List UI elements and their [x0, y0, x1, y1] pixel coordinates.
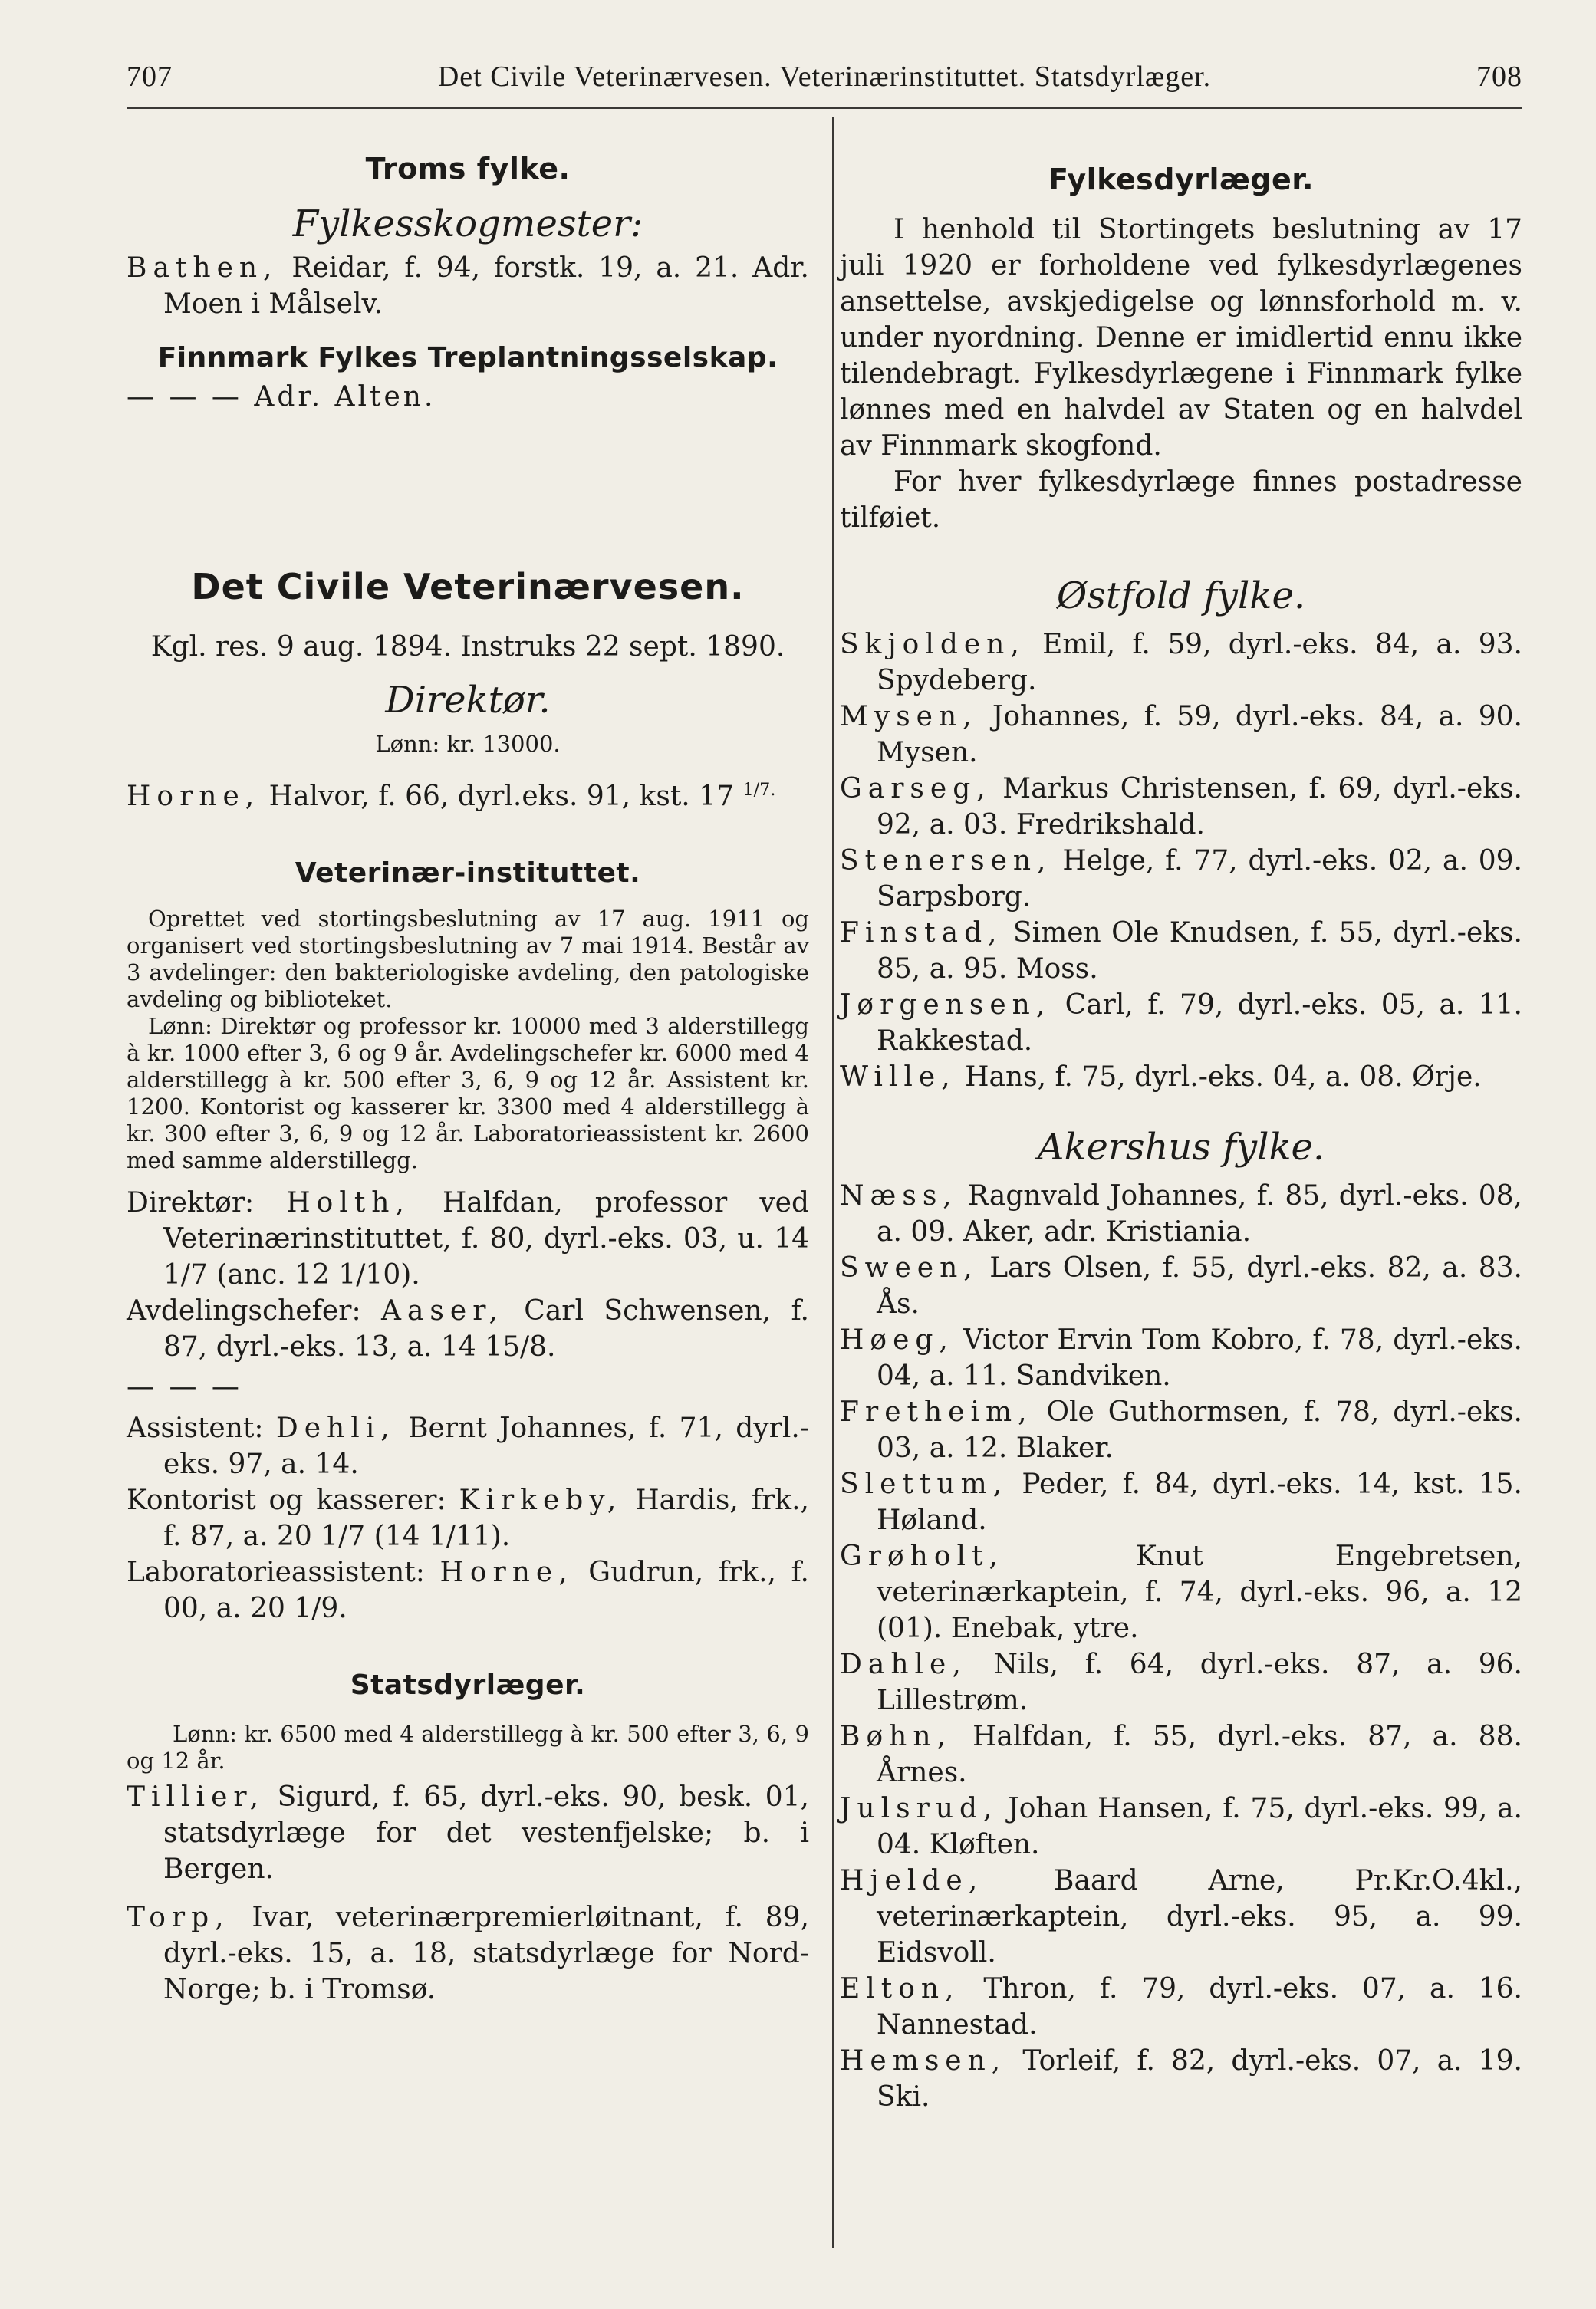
entry-text: Halvor, f. 66, dyrl.eks. 91, kst. 17 [268, 781, 734, 812]
entry-surname: Bathen, [127, 252, 278, 284]
entry-text: Lars Olsen, f. 55, dyrl.-eks. 82, a. 83. Ås. [877, 1252, 1522, 1320]
dash-separator: — — — [127, 1371, 242, 1403]
vet-entry [840, 1646, 1522, 1719]
bathen-entry [127, 250, 809, 322]
akershus-list [840, 1178, 1522, 2115]
kgl-line: Kgl. res. 9 aug. 1894. Instruks 22 sept. 1890. [150, 631, 785, 663]
entry-surname: Grøholt, [840, 1541, 1004, 1572]
entry-surname: Jørgensen, [840, 989, 1051, 1021]
entry-text: Carl, f. 79, dyrl.-eks. 05, a. 11. Rakkestad. [877, 989, 1522, 1057]
entry-label: Direktør: [127, 1187, 255, 1219]
vet-entry [840, 1394, 1522, 1466]
page-number-right: 708 [1476, 61, 1522, 93]
entry-surname: Garseg, [840, 773, 992, 804]
kirkeby-entry [127, 1482, 809, 1554]
vet-entry [840, 987, 1522, 1059]
entry-label: Assistent: [127, 1413, 264, 1444]
entry-text: Sigurd, f. 65, dyrl.-eks. 90, besk. 01, statsdyrlæge for det vestenfjelske; b. i Bergen. [163, 1781, 809, 1885]
entry-text: Halfdan, professor ved Veterinærinstituttet, f. 80, dyrl.-eks. 03, u. 14 1/7 (anc. 12 1/10). [163, 1187, 810, 1291]
horne-entry [127, 772, 809, 814]
entry-surname: Horne, [439, 1557, 574, 1588]
column-divider [832, 117, 834, 2248]
entry-surname: Dehli, [275, 1413, 396, 1444]
vet-entry [840, 771, 1522, 843]
dehli-entry [127, 1410, 809, 1482]
vet-entry [840, 1719, 1522, 1791]
entry-text: Carl Schwensen, f. 87, dyrl.-eks. 13, a. 14 15/8. [163, 1295, 809, 1363]
entry-surname: Skjolden, [840, 629, 1025, 660]
entry-surname: Julsrud, [840, 1793, 999, 1824]
entry-text: Emil, f. 59, dyrl.-eks. 84, a. 93. Spydeberg. [877, 629, 1522, 696]
fylkes-text: I henhold til Stortingets beslutning av 17 juli 1920 er forholdene ved fylkesdyrlægenes ansettelse, avskjedigelse og lønnsforhold m. v. under nyordning. Denne er imidlertid ennu ikke tilendebragt. Fylkesdyrlægene i Finnmark fylke lønnes med en halvdel av Staten og en halvdel av Finnmark skogfond. [840, 214, 1522, 462]
vet-entry [840, 1791, 1522, 1863]
entry-text: Torleif, f. 82, dyrl.-eks. 07, a. 19. Ski. [877, 2045, 1522, 2113]
entry-surname: Sween, [840, 1252, 979, 1284]
fylkes-heading: Fylkesdyrlæger. [1048, 163, 1315, 196]
entry-fraction: 1/7. [742, 780, 776, 800]
vet-entry [840, 627, 1522, 699]
tillier-entry [127, 1779, 809, 1887]
vet-entry [840, 1250, 1522, 1322]
troms-heading: Troms fylke. [365, 152, 571, 186]
running-header [127, 60, 1522, 94]
entry-text: Bernt Johannes, f. 71, dyrl.-eks. 97, a. 14. [163, 1413, 809, 1480]
entry-surname: Fretheim, [840, 1396, 1033, 1428]
entry-text: Ivar, veterinærpremierløitnant, f. 89, dyrl.-eks. 15, a. 18, statsdyrlæge for Nord-Norge; b. i Tromsø. [163, 1902, 809, 2005]
vet-entry [840, 1971, 1522, 2043]
entry-text: Johannes, f. 59, dyrl.-eks. 84, a. 90. Mysen. [877, 701, 1522, 768]
direktor-heading: Direktør. [385, 679, 551, 722]
vet-entry [840, 699, 1522, 771]
ostfold-list [840, 627, 1522, 1095]
entry-surname: Aaser, [380, 1295, 504, 1327]
entry-surname: Elton, [840, 1973, 960, 2005]
institut-lonn: Lønn: Direktør og professor kr. 10000 med 3 alderstillegg à kr. 1000 efter 3, 6 og 9 år. Avdelingschefer kr. 6000 med 4 alderstillegg à kr. 500 efter 3, 6, 9 og 12 år. Assistent kr. 1200. Kontorist og kasserer kr. 3300 med 4 alderstillegg à kr. 300 efter 3, 6, 9 og 12 år. Laboratorieassistent kr. 2600 med samme alderstillegg. [127, 1013, 809, 1173]
institut-text: Oprettet ved stortingsbeslutning av 17 aug. 1911 og organisert ved stortingsbeslutning av 7 mai 1914. Består av 3 avdelinger: den bakteriologiske avdeling, den patologiske avdeling og biblioteket. [127, 906, 809, 1012]
aaser-entry [127, 1293, 809, 1365]
entry-text: Peder, f. 84, dyrl.-eks. 14, kst. 15. Høland. [877, 1469, 1522, 1536]
direktor-salary: Lønn: kr. 13000. [375, 731, 561, 757]
entry-surname: Finstad, [840, 917, 1003, 949]
entry-text: Victor Ervin Tom Kobro, f. 78, dyrl.-eks. 04, a. 11. Sandviken. [877, 1324, 1522, 1392]
vet-entry [840, 1059, 1522, 1095]
stats-heading: Statsdyrlæger. [350, 1669, 586, 1701]
entry-surname: Hemsen, [840, 2045, 1007, 2077]
entry-text: Ole Guthormsen, f. 78, dyrl.-eks. 03, a. 12. Blaker. [877, 1396, 1522, 1464]
entry-label: Avdelingschefer: [127, 1295, 361, 1327]
entry-surname: Hjelde, [840, 1865, 984, 1896]
entry-text: Hans, f. 75, dyrl.-eks. 04, a. 08. Ørje. [956, 1061, 1482, 1093]
fylkes-text2: For hver fylkesdyrlæge finnes postadresse tilføiet. [840, 466, 1522, 534]
vet-entry [840, 915, 1522, 987]
entry-surname: Tillier, [127, 1781, 265, 1813]
holth-entry [127, 1185, 809, 1293]
entry-text: Helge, f. 77, dyrl.-eks. 02, a. 09. Sarpsborg. [877, 845, 1522, 913]
entry-text: Gudrun, frk., f. 00, a. 20 1/9. [163, 1557, 809, 1624]
running-title: Det Civile Veterinærvesen. Veterinærinstituttet. Statsdyrlæger. [437, 61, 1212, 93]
entry-text: Hardis, frk., f. 87, a. 20 1/7 (14 1/11). [163, 1485, 809, 1552]
institut-heading: Veterinær-instituttet. [295, 857, 641, 889]
right-column [840, 146, 1522, 2115]
entry-surname: Høeg, [840, 1324, 954, 1356]
entry-text: Thron, f. 79, dyrl.-eks. 07, a. 16. Nannestad. [877, 1973, 1522, 2041]
entry-surname: Dahle, [840, 1649, 967, 1680]
vet-entry [840, 843, 1522, 915]
skogmester-heading: Fylkesskogmester: [292, 202, 643, 245]
torp-entry [127, 1899, 809, 2008]
entry-surname: Næss, [840, 1180, 958, 1212]
vet-entry [840, 1178, 1522, 1250]
entry-surname: Kirkeby, [459, 1485, 623, 1516]
left-column [127, 146, 809, 2008]
entry-label: Laboratorieassistent: [127, 1557, 425, 1588]
civile-heading: Det Civile Veterinærvesen. [191, 566, 745, 607]
stats-lonn: Lønn: kr. 6500 med 4 alderstillegg à kr. 500 efter 3, 6, 9 og 12 år. [127, 1721, 809, 1774]
entry-text: Markus Christensen, f. 69, dyrl.-eks. 92, a. 03. Fredrikshald. [877, 773, 1522, 840]
entry-text: Ragnvald Johannes, f. 85, dyrl.-eks. 08, a. 09. Aker, adr. Kristiania. [877, 1180, 1522, 1248]
ostfold-heading: Østfold fylke. [1056, 574, 1306, 617]
entry-text: Knut Engebretsen, veterinærkaptein, f. 74, dyrl.-eks. 96, a. 12 (01). Enebak, ytre. [877, 1541, 1522, 1644]
finnmark-heading: Finnmark Fylkes Treplantningsselskap. [157, 342, 778, 373]
entry-text: Reidar, f. 94, forstk. 19, a. 21. Adr. Moen i Målselv. [163, 252, 809, 320]
entry-label: Kontorist og kasserer: [127, 1485, 446, 1516]
vet-entry [840, 2043, 1522, 2115]
entry-surname: Holth, [286, 1187, 410, 1219]
entry-surname: Bøhn, [840, 1721, 952, 1752]
vet-entry [840, 1863, 1522, 1971]
vet-entry [840, 1322, 1522, 1394]
finnmark-line: — — — Adr. Alten. [127, 381, 436, 413]
header-rule [127, 107, 1522, 109]
entry-text: Johan Hansen, f. 75, dyrl.-eks. 99, a. 04. Kløften. [877, 1793, 1522, 1860]
entry-surname: Horne, [127, 781, 261, 812]
horne2-entry [127, 1554, 809, 1626]
entry-text: Nils, f. 64, dyrl.-eks. 87, a. 96. Lillestrøm. [877, 1649, 1522, 1716]
akershus-heading: Akershus fylke. [1037, 1126, 1325, 1169]
entry-surname: Mysen, [840, 701, 978, 732]
vet-entry [840, 1538, 1522, 1646]
entry-text: Baard Arne, Pr.Kr.O.4kl., veterinærkaptein, dyrl.-eks. 95, a. 99. Eidsvoll. [877, 1865, 1522, 1969]
vet-entry [840, 1466, 1522, 1538]
page-number-left: 707 [127, 61, 173, 93]
entry-surname: Torp, [127, 1902, 230, 1933]
entry-surname: Slettum, [840, 1469, 1009, 1500]
entry-text: Simen Ole Knudsen, f. 55, dyrl.-eks. 85, a. 95. Moss. [877, 917, 1522, 985]
entry-surname: Stenersen, [840, 845, 1052, 877]
entry-surname: Wille, [840, 1061, 956, 1093]
entry-text: Halfdan, f. 55, dyrl.-eks. 87, a. 88. Årnes. [877, 1721, 1522, 1788]
